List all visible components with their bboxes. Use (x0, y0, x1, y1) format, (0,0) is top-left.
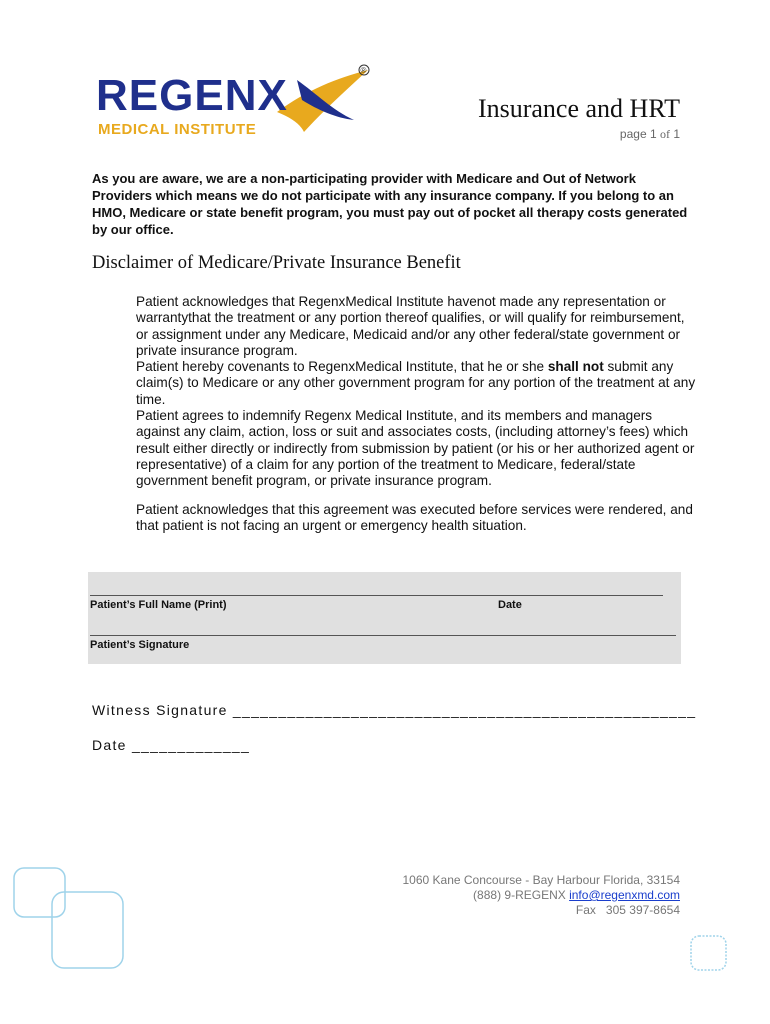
covenant-text-start: Patient hereby covenants to RegenxMedical Institute, that he or she (136, 359, 548, 375)
email-link[interactable]: info@regenxmd.com (569, 888, 680, 902)
page-prefix: page 1 (619, 127, 657, 141)
witness-signature-line[interactable]: Witness Signature ___________________________________________________ (92, 702, 697, 718)
signature-label: Patient’s Signature (90, 639, 190, 651)
disclaimer-paragraph-3: Patient agrees to indemnify Regenx Medical Institute, and its members and managers against any claim, action, loss or suit and associates costs, (including attorney’s fees) which result either directly or indirectly from submission by patient (or his or her authorized agent or representative) of a claim for any portion of the treatment to Medicare, federal/state government benefit program, or private insurance program. (136, 408, 695, 489)
street-address: 1060 Kane Concourse - Bay Harbour Florida, 33154 (402, 873, 680, 887)
section-heading: Disclaimer of Medicare/Private Insurance Benefit (92, 253, 461, 273)
logo-subtitle: MEDICAL INSTITUTE (98, 121, 257, 138)
witness-date-line[interactable]: Date _____________ (92, 737, 251, 753)
logo-wordmark: REGENX (96, 71, 288, 120)
fax-label: Fax (575, 903, 596, 917)
page-total: 1 (673, 127, 680, 141)
registered-mark: ® (360, 66, 367, 75)
full-name-label: Patient’s Full Name (Print) (90, 599, 227, 611)
page-of: of (659, 127, 670, 141)
fax-number: 305 397-8654 (605, 903, 680, 917)
document-title: Insurance and HRT (477, 94, 680, 123)
disclaimer-paragraph-4: Patient acknowledges that this agreement was executed before services were rendered, and that patient is not facing an urgent or emergency health situation. (136, 501, 693, 533)
intro-paragraph: As you are aware, we are a non-participating provider with Medicare and Out of Network Providers which means we do not participate with any insurance company. If you belong to an HMO, Medicare or state benefit program, you must pay out of pocket all therapy costs generated by our office. (92, 171, 688, 237)
phone-number: (888) 9-REGENX (473, 888, 566, 902)
disclaimer-paragraph-1: Patient acknowledges that RegenxMedical Institute havenot made any representation or warrantythat the treatment or any portion thereof qualifies, or will qualify for reimbursement, or assignment under any Medicare, Medicaid and/or any other federal/state government or private insurance program. (136, 294, 685, 358)
deco-square-right (691, 936, 726, 970)
deco-square-small (14, 868, 65, 917)
shall-not-emphasis: shall not (547, 359, 604, 375)
deco-square-large (52, 892, 123, 968)
covenant-text-end: submit any claim(s) to Medicare or any other government program for any portion of the treatment at any time. (136, 359, 696, 407)
date-label: Date (498, 599, 522, 611)
